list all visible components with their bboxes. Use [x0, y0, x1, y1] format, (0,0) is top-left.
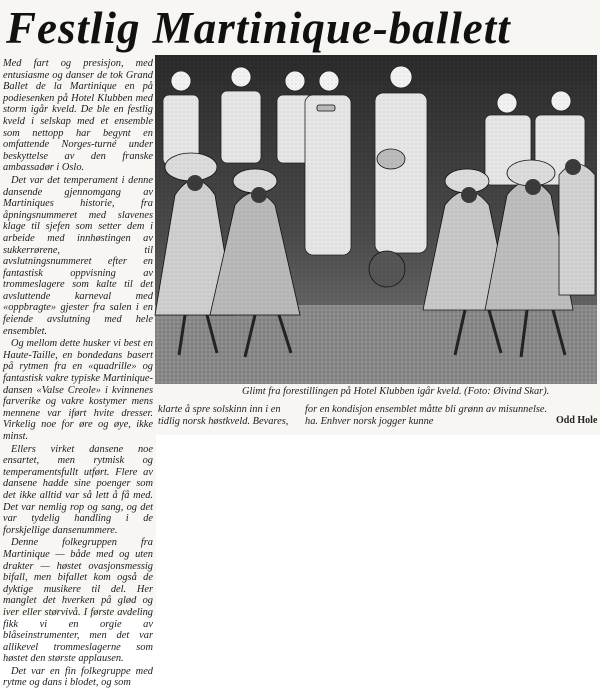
performance-photo	[155, 55, 597, 384]
article-body	[3, 58, 153, 689]
byline: Odd Hole	[556, 415, 598, 426]
article-paragraph: Ellers virket dansene noe ensartet, men rytmisk og temperamentsfullt utført. Flere av dansene hadde sine poenger som det ikke alltid var så lett å få med. Det var nemlig rop og sang, og det var tydelig handling i de forskjellige dansenummere.	[3, 443, 153, 536]
photo-caption: Glimt fra forestillingen på Hotel Klubben igår kveld. (Foto: Øivind Skar).	[242, 386, 550, 397]
article-paragraph: Og mellom dette husker vi best en Haute-Taille, en bondedans basert på rytmen fra en «quadrille» og fantastisk vakre typiske Martinique-dansen «Valse Creole» i kvinnenes farverike og vakre kostymer mens mennene var iført hvite dresser. Virkelig noe for øre og øye, ikke minst.	[3, 338, 153, 442]
headline: Festlig Martinique-ballett	[6, 3, 511, 53]
article-paragraph: Det var det temperament i denne dansende gjennomgang av Martiniques historie, fra åpningsnummeret med slavenes klage til sjefen som setter dem i arbeide med innhøstingen av sukkerrørene, til avslutningsnummeret efter en fantastisk oppvisning av trommeslagere som kalte til det avsluttende karneval med «oppbragte» gjester fra salen i en feiende avslutning med hele ensemblet.	[3, 174, 153, 337]
blank-area	[156, 435, 600, 616]
article-paragraph: Med fart og presisjon, med entusiasme og danser de tok Grand Ballet de la Martinique en på podiesenken på Hotel Klubben med storm igår kveld. De ble en festlig kveld i selskap med et ensemble som nettopp har begynt en omfattende Norges-turné under beskyttelse av den franske ambassadør i Oslo.	[3, 58, 153, 174]
article-continuation: klarte å spre solskinn inn i en tidlig norsk høstkveld. Bevares,	[158, 404, 289, 427]
article-paragraph: Denne folkegruppen fra Martinique — både med og uten drakter — høstet ovasjonsmessig bifall, men bifallet kom også de dyktige musikere til del. Her manglet det hverken på glød og iver eller størvivå. I første avdeling fikk vi en orgie av blåseinstrumenter, men det var allikevel trommeslagerne som høstet den største applausen.	[3, 537, 153, 665]
article-continuation: for en kondisjon ensemblet måtte bli grønn av misunnelse. ha. Enhver norsk jogger kunne	[305, 404, 548, 427]
article-paragraph: Det var en fin folkegruppe med rytme og dans i blodet, og som	[3, 665, 153, 689]
